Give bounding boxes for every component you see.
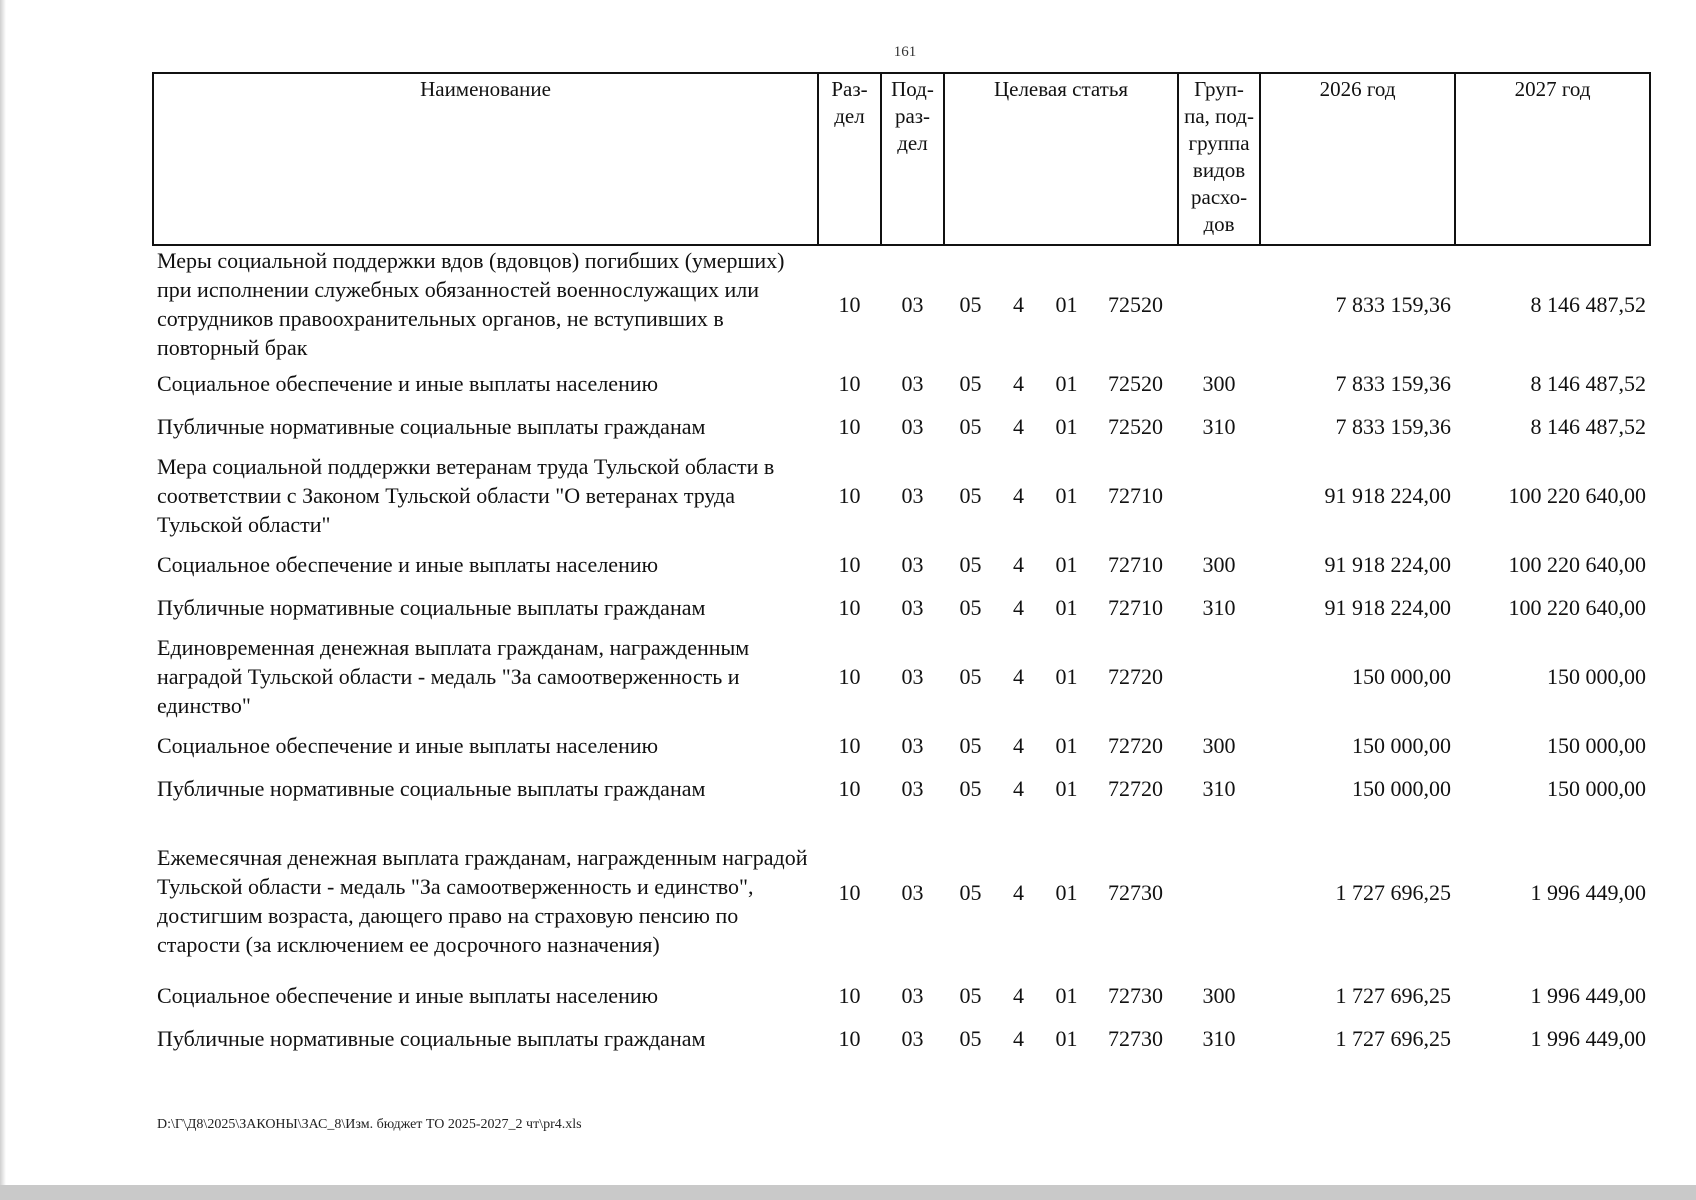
row-expense-group: 310 — [1202, 775, 1236, 801]
row-target-type: 4 — [1013, 594, 1024, 620]
row-amount-2027: 150 000,00 — [1547, 664, 1647, 689]
row-podrazdel: 03 — [901, 775, 924, 801]
row-razdel: 10 — [838, 1025, 861, 1051]
row-name: Публичные нормативные социальные выплаты гражданам — [157, 1025, 706, 1051]
row-target-program: 05 — [959, 594, 982, 620]
row-name: Социальное обеспечение и иные выплаты населению — [157, 732, 659, 758]
row-target-type: 4 — [1013, 291, 1024, 317]
row-target-code: 72520 — [1108, 413, 1164, 439]
row-amount-2027: 1 996 449,00 — [1530, 879, 1647, 905]
table-row — [153, 629, 1650, 724]
row-amount-2027: 150 000,00 — [1547, 732, 1647, 758]
row-target-program: 05 — [959, 982, 982, 1008]
row-amount-2026: 7 833 159,36 — [1335, 291, 1452, 317]
row-target-type: 4 — [1013, 982, 1024, 1008]
scan-bottom-band — [0, 1185, 1696, 1200]
row-target-program: 05 — [959, 775, 982, 801]
budget-table — [152, 72, 1651, 1060]
table-row — [153, 362, 1650, 404]
row-target-type: 4 — [1013, 732, 1024, 758]
row-target-type: 4 — [1013, 775, 1024, 801]
row-target-code: 72710 — [1108, 551, 1164, 577]
row-amount-2027: 100 220 640,00 — [1508, 483, 1647, 508]
row-razdel: 10 — [838, 982, 861, 1008]
row-podrazdel: 03 — [901, 483, 924, 508]
row-target-type: 4 — [1013, 1025, 1024, 1051]
row-expense-group: 310 — [1202, 594, 1236, 620]
row-target-code: 72710 — [1108, 594, 1164, 620]
row-target-subprogram: 01 — [1055, 483, 1078, 508]
table-header-row — [153, 73, 1650, 245]
row-amount-2026: 150 000,00 — [1352, 732, 1452, 758]
row-name: Мера социальной поддержки ветеранам труда Тульской области в соответствии с Законом Тульской области "О ветеранах труда Тульской области" — [157, 454, 775, 537]
row-podrazdel: 03 — [901, 370, 924, 396]
row-razdel: 10 — [838, 732, 861, 758]
row-razdel: 10 — [838, 879, 861, 905]
row-target-program: 05 — [959, 483, 982, 508]
row-razdel: 10 — [838, 291, 861, 317]
row-amount-2026: 7 833 159,36 — [1335, 413, 1452, 439]
row-expense-group — [1178, 448, 1260, 543]
row-target-code: 72720 — [1108, 664, 1164, 689]
row-podrazdel: 03 — [901, 982, 924, 1008]
row-target-code: 72710 — [1108, 483, 1164, 508]
row-target-program: 05 — [959, 879, 982, 905]
row-target-code: 72720 — [1108, 732, 1164, 758]
row-podrazdel: 03 — [901, 413, 924, 439]
table-row — [153, 766, 1650, 810]
row-expense-group: 300 — [1202, 551, 1236, 577]
row-amount-2026: 1 727 696,25 — [1335, 982, 1452, 1008]
row-target-program: 05 — [959, 732, 982, 758]
row-target-subprogram: 01 — [1055, 732, 1078, 758]
row-target-type: 4 — [1013, 483, 1024, 508]
row-podrazdel: 03 — [901, 594, 924, 620]
table-row — [153, 245, 1650, 362]
row-target-program: 05 — [959, 370, 982, 396]
table-row — [153, 724, 1650, 766]
row-razdel: 10 — [838, 413, 861, 439]
row-target-code: 72520 — [1108, 370, 1164, 396]
row-expense-group — [1178, 245, 1260, 362]
row-name: Меры социальной поддержки вдов (вдовцов) погибших (умерших) при исполнении служебных обязанностей военнослужащих или сотрудников правоохранительных органов, не вступивших в повторный брак — [157, 248, 785, 360]
row-expense-group — [1178, 810, 1260, 974]
row-podrazdel: 03 — [901, 551, 924, 577]
row-target-program: 05 — [959, 664, 982, 689]
row-amount-2026: 1 727 696,25 — [1335, 879, 1452, 905]
row-target-type: 4 — [1013, 551, 1024, 577]
row-name: Социальное обеспечение и иные выплаты населению — [157, 551, 659, 577]
row-amount-2026: 150 000,00 — [1352, 775, 1452, 801]
row-amount-2027: 100 220 640,00 — [1508, 551, 1647, 577]
row-amount-2026: 91 918 224,00 — [1324, 551, 1452, 577]
row-amount-2026: 7 833 159,36 — [1335, 370, 1452, 396]
row-target-subprogram: 01 — [1055, 1025, 1078, 1051]
row-name: Публичные нормативные социальные выплаты гражданам — [157, 413, 706, 439]
row-target-subprogram: 01 — [1055, 291, 1078, 317]
row-target-type: 4 — [1013, 664, 1024, 689]
table-row — [153, 585, 1650, 629]
row-target-subprogram: 01 — [1055, 982, 1078, 1008]
row-expense-group — [1178, 629, 1260, 724]
row-podrazdel: 03 — [901, 291, 924, 317]
header-name: Наименование — [153, 73, 818, 245]
row-amount-2026: 91 918 224,00 — [1324, 483, 1452, 508]
row-amount-2027: 100 220 640,00 — [1508, 594, 1647, 620]
row-target-type: 4 — [1013, 370, 1024, 396]
row-target-program: 05 — [959, 413, 982, 439]
header-expense-group: Груп- па, под- группа видов расхо- дов — [1178, 73, 1260, 245]
row-target-subprogram: 01 — [1055, 413, 1078, 439]
row-target-program: 05 — [959, 1025, 982, 1051]
header-target-article: Целевая статья — [944, 73, 1178, 245]
row-amount-2027: 8 146 487,52 — [1530, 413, 1647, 439]
row-amount-2027: 8 146 487,52 — [1530, 370, 1647, 396]
header-2026: 2026 год — [1260, 73, 1455, 245]
row-expense-group: 300 — [1202, 982, 1236, 1008]
row-expense-group: 300 — [1202, 732, 1236, 758]
row-target-code: 72730 — [1108, 1025, 1164, 1051]
table-row — [153, 404, 1650, 448]
row-target-code: 72730 — [1108, 982, 1164, 1008]
row-amount-2027: 1 996 449,00 — [1530, 982, 1647, 1008]
row-expense-group: 300 — [1202, 370, 1236, 396]
row-target-subprogram: 01 — [1055, 664, 1078, 689]
page-number: 161 — [893, 44, 917, 60]
row-razdel: 10 — [838, 775, 861, 801]
row-target-code: 72720 — [1108, 775, 1164, 801]
row-podrazdel: 03 — [901, 732, 924, 758]
row-target-code: 72730 — [1108, 879, 1164, 905]
row-name: Ежемесячная денежная выплата гражданам, награжденным наградой Тульской области - медаль "За самоотверженность и единство", достигшим возраста, дающего право на страховую пенсию по старости (за исключением ее досрочного назначения) — [157, 845, 808, 957]
row-amount-2026: 1 727 696,25 — [1335, 1025, 1452, 1051]
scan-edge-shadow — [0, 0, 6, 1185]
row-target-subprogram: 01 — [1055, 370, 1078, 396]
row-target-subprogram: 01 — [1055, 594, 1078, 620]
row-amount-2027: 8 146 487,52 — [1530, 291, 1647, 317]
table-row — [153, 974, 1650, 1016]
row-podrazdel: 03 — [901, 879, 924, 905]
table-row — [153, 543, 1650, 585]
row-target-subprogram: 01 — [1055, 879, 1078, 905]
table-row — [153, 448, 1650, 543]
header-2027: 2027 год — [1455, 73, 1650, 245]
row-name: Публичные нормативные социальные выплаты гражданам — [157, 594, 706, 620]
row-target-code: 72520 — [1108, 291, 1164, 317]
row-podrazdel: 03 — [901, 664, 924, 689]
row-target-type: 4 — [1013, 413, 1024, 439]
row-name: Единовременная денежная выплата гражданам, награжденным наградой Тульской области - медаль "За самоотверженность и единство" — [157, 635, 750, 718]
row-name: Публичные нормативные социальные выплаты гражданам — [157, 775, 706, 801]
row-amount-2027: 150 000,00 — [1547, 775, 1647, 801]
row-razdel: 10 — [838, 664, 861, 689]
row-amount-2027: 1 996 449,00 — [1530, 1025, 1647, 1051]
row-razdel: 10 — [838, 370, 861, 396]
table-row — [153, 1016, 1650, 1060]
row-expense-group: 310 — [1202, 413, 1236, 439]
row-razdel: 10 — [838, 594, 861, 620]
row-target-program: 05 — [959, 551, 982, 577]
header-podrazdel: Под- раз- дел — [881, 73, 944, 245]
row-razdel: 10 — [838, 551, 861, 577]
row-target-program: 05 — [959, 291, 982, 317]
table-row — [153, 810, 1650, 974]
file-path-footer: D:\Г\Д8\2025\ЗАКОНЫ\ЗАС_8\Изм. бюджет ТО 2025-2027_2 чт\pr4.xls — [157, 1117, 582, 1132]
row-name: Социальное обеспечение и иные выплаты населению — [157, 982, 659, 1008]
row-razdel: 10 — [838, 483, 861, 508]
row-target-subprogram: 01 — [1055, 775, 1078, 801]
row-target-type: 4 — [1013, 879, 1024, 905]
row-amount-2026: 150 000,00 — [1352, 664, 1452, 689]
row-name: Социальное обеспечение и иные выплаты населению — [157, 370, 659, 396]
header-razdel: Раз- дел — [818, 73, 881, 245]
row-podrazdel: 03 — [901, 1025, 924, 1051]
row-expense-group: 310 — [1202, 1025, 1236, 1051]
row-target-subprogram: 01 — [1055, 551, 1078, 577]
row-amount-2026: 91 918 224,00 — [1324, 594, 1452, 620]
